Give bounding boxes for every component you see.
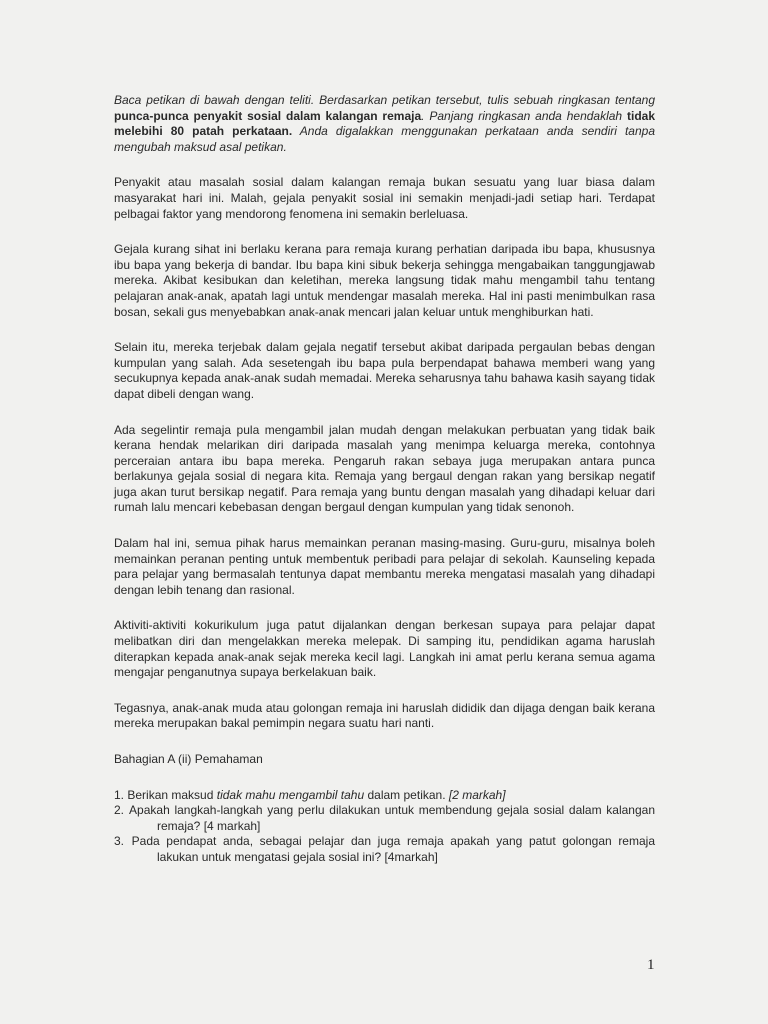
question-2-text: Apakah langkah-langkah yang perlu dilakukan untuk membendung gejala sosial dalam kalangan remaja? [4 markah] [129,803,656,833]
instructions-bold-topic: punca-punca penyakit sosial dalam kalangan remaja [114,108,422,123]
instructions-text-3: Anda digalakkan menggunakan perkataan anda sendiri tanpa mengubah maksud asal petikan. [114,124,655,154]
passage-paragraph-6: Aktiviti-aktiviti kokurikulum juga patut dijalankan dengan berkesan supaya para pelajar dapat melibatkan diri dan mengelakkan mereka melepak. Di samping itu, pendidikan agama haruslah diterapkan kepada anak-anak sejak mereka kecil lagi. Langkah ini amat perlu kerana semua agama mengajar penganutnya supaya berkelakuan baik. [114,618,655,680]
question-1-text-after: dalam petikan. [364,787,449,802]
question-1-number: 1. [114,787,125,802]
question-3-text: Pada pendapat anda, sebagai pelajar dan juga remaja apakah yang patut golongan remaja lakukan untuk mengatasi gejala sosial ini? [4markah] [131,834,655,864]
question-2 [114,803,655,834]
question-list [114,788,655,866]
section-heading: Bahagian A (ii) Pemahaman [114,752,263,766]
question-1-text: Berikan maksud [127,787,217,802]
question-3 [114,834,655,865]
instructions-text-1: Baca petikan di bawah dengan teliti. Berdasarkan petikan tersebut, tulis sebuah ringkasan tentang [114,93,655,107]
question-1-marks: [2 markah] [448,787,506,802]
passage-paragraph-1: Penyakit atau masalah sosial dalam kalangan remaja bukan sesuatu yang luar biasa dalam masyarakat hari ini. Malah, gejala penyakit sosial ini semakin menjadi-jadi setiap hari. Terdapat pelbagai faktor yang mendorong fenomena ini semakin berleluasa. [114,175,655,221]
passage-paragraph-4: Ada segelintir remaja pula mengambil jalan mudah dengan melakukan perbuatan yang tidak baik kerana hendak melarikan diri daripada masalah yang menimpa keluarga mereka, contohnya perceraian antara ibu bapa mereka. Pengaruh rakan sebaya juga merupakan antara punca berlakunya gejala sosial di negara kita. Remaja yang bergaul dengan rakan yang bersikap negatif juga akan turut bersikap negatif. Para remaja yang buntu dengan masalah yang dihadapi keluar dari rumah lalu mencari kebebasan dengan bergaul dengan kumpulan yang tidak senonoh. [114,422,655,515]
passage-paragraph-7: Tegasnya, anak-anak muda atau golongan remaja ini haruslah dididik dan dijaga dengan baik kerana mereka merupakan bakal pemimpin negara suatu hari nanti. [114,700,655,731]
instructions-text-2: . Panjang ringkasan anda hendaklah [421,108,627,123]
question-3-number: 3. [114,834,125,849]
passage-paragraph-3: Selain itu, mereka terjebak dalam gejala negatif tersebut akibat daripada pergaulan bebas dengan kumpulan yang salah. Ada sesetengah ibu bapa pula berpendapat bahawa memberi wang yang secukupnya kepada anak-anak sudah memadai. Mereka seharusnya tahu bahawa kasih sayang tidak dapat dibeli dengan wang. [114,340,656,401]
document-page [114,93,655,866]
passage-paragraph-5: Dalam hal ini, semua pihak harus memainkan peranan masing-masing. Guru-guru, misalnya boleh memainkan peranan penting untuk membentuk peribadi para pelajar di sekolah. Kaunseling kepada para pelajar yang bermasalah tentunya dapat membantu mereka mengatasi masalah yang dihadapi dengan lebih tenang dan rasional. [114,536,655,597]
page-number: 1 [647,957,655,973]
passage-paragraph-2: Gejala kurang sihat ini berlaku kerana para remaja kurang perhatian daripada ibu bapa, khususnya ibu bapa yang bekerja di bandar. Ibu bapa kini sibuk bekerja sehingga mengabaikan tanggungjawab mereka. Akibat kesibukan dan keletihan, mereka langsung tidak mahu mengambil tahu tentang pelajaran anak-anak, apatah lagi untuk mendengar masalah mereka. Hal ini pasti menimbulkan rasa bosan, sekali gus menyebabkan anak-anak mencari jalan keluar untuk menghiburkan hati. [114,242,655,319]
question-1 [114,788,655,804]
instructions-bold-word-limit: tidak melebihi 80 patah perkataan. [114,108,655,139]
question-1-italic-phrase: tidak mahu mengambil tahu [216,787,365,802]
instructions-paragraph [114,93,655,155]
question-2-number: 2. [114,803,125,818]
